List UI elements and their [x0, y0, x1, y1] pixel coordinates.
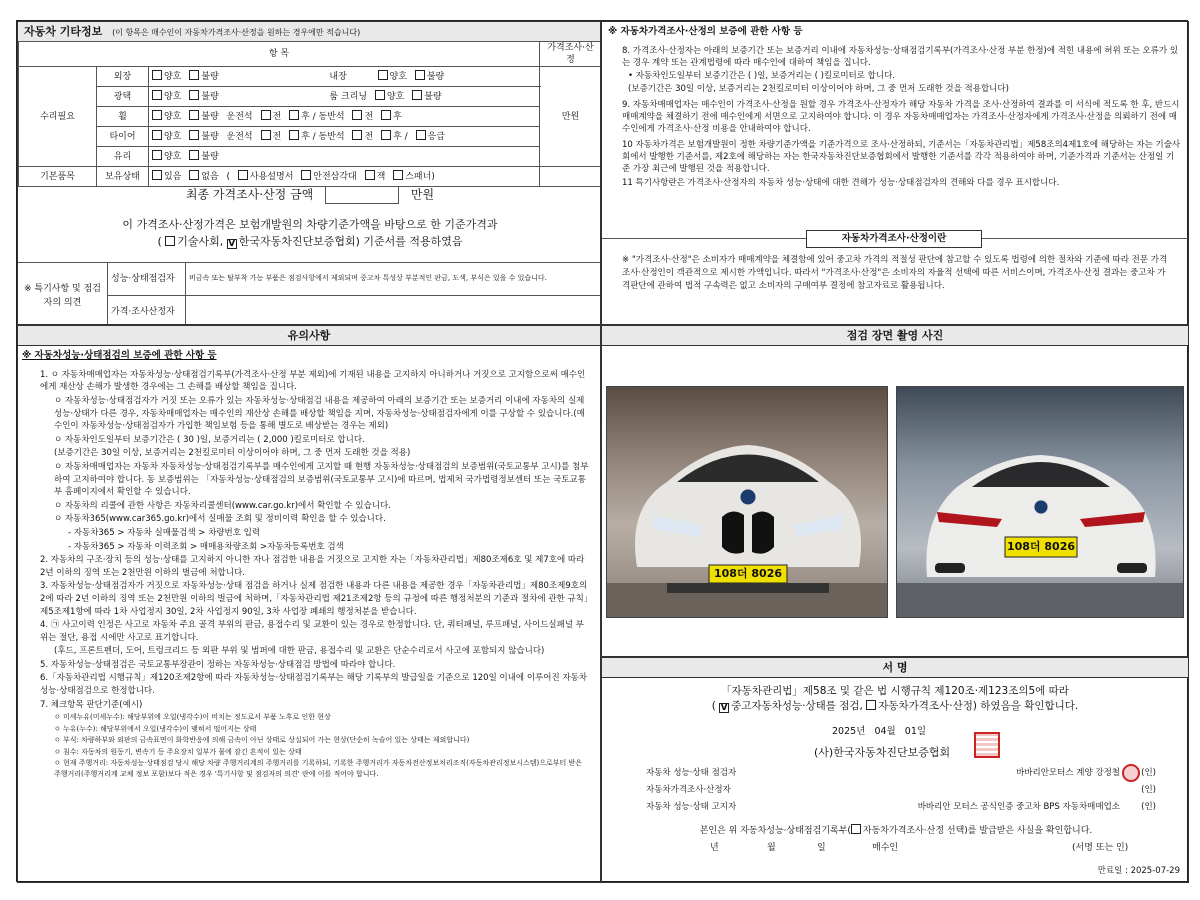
- basis-assoc-label: 한국자동차진단보증협회) 기준서를 적용하였음: [238, 235, 463, 248]
- photo-title: 점검 장면 촬영 사진: [602, 326, 1188, 346]
- signature-row-seal: (인): [1141, 785, 1156, 795]
- perf-inspector-label: 성능·상태점검자: [108, 263, 186, 296]
- confirm-performance-label: 중고자동차성능·상태를 점검,: [731, 700, 863, 712]
- signature-section: 서 명 「자동차관리법」제58조 및 같은 법 시행규칙 제120조·제123조의5에 따라 ( V 중고자동차성능·상태를 점검, 자동차가격조사·산정) 하였음을 확인합니다. 2025년 04월 01일 (사)한국자동차진단보증협회 자동차 성능·상태 점검자 바바리안모터스 계양 강정철 (인) 자동차가격조사·산정자 (인) 자동차 성능·상태 고지자 바바리안 모터스 공식인증 중고차 BPS 자동차매매업소 (인) 본인은 위 자동차성능·상태점검기록부( 자동차가격조사·산정 선택)를 발급받은 사실을 확인합니다. 년 월 일 매수인 (서명 또는 인) 만료일 : 2025-07-29: [601, 657, 1189, 883]
- final-price-unit: 만원: [410, 187, 435, 202]
- tire-passenger-rear-checkbox[interactable]: [381, 130, 391, 140]
- guarantee-item-10: 10 자동차가격은 보험개발원이 정한 차량기준가액을 기준가격으로 조사·산정하되, 기준서는「자동차관리법」제58조의4제1호에 해당하는 자는 기술사회에서 발행한 기준서를, 제2호에 해당하는 자는 한국자동차진단보증협회에서 발행한 기준서를 각각 적용하여야 하며, 기준가격과 기준서는 산정일 기준 가장 최근에 발행된 것을 적용합니다.: [622, 139, 1181, 174]
- signature-row-value: 바바리안 모터스 공식인증 중고차 BPS 자동차매매업소: [917, 802, 1120, 812]
- cleaning-good-checkbox[interactable]: [375, 90, 385, 100]
- exterior-bad-checkbox[interactable]: [189, 70, 199, 80]
- tire-bad-checkbox[interactable]: [189, 130, 199, 140]
- signature-row-seal: (인): [1141, 802, 1156, 812]
- car-front-icon: [607, 387, 888, 618]
- notice-list: [18, 369, 600, 711]
- row-exterior-options: 양호 불량 내장 양호 불량: [149, 67, 540, 87]
- inspection-record-page: [16, 20, 1188, 882]
- signature-org: (사)한국자동차진단보증협회: [814, 746, 951, 759]
- guarantee-period: • 자동차인도일부터 보증기간은 ( )일, 보증거리는 ( )킬로미터로 합니다.: [628, 70, 895, 81]
- row-gloss: 광택: [97, 87, 149, 107]
- basis-assoc-checkbox-checked[interactable]: V: [228, 239, 236, 249]
- tire-good-checkbox[interactable]: [152, 130, 162, 140]
- final-price-label: 최종 가격조사·산정 금액: [185, 187, 314, 202]
- notice-item: (보증기간은 30일 이상, 보증거리는 2천킬로미터 이상이어야 하며, 그 중 먼저 도래한 것을 적용): [54, 448, 411, 459]
- possession-none-checkbox[interactable]: [189, 170, 199, 180]
- jack-checkbox[interactable]: [365, 170, 375, 180]
- criteria-item: ㅇ 미세누유(미세누수): 해당부위에 오일(냉각수)이 비치는 정도로서 부품 노후로 인한 현상: [54, 713, 331, 722]
- price-guarantee-title: ※ 자동차가격조사·산정의 보증에 관한 사항 등: [608, 26, 803, 37]
- confirm-price-checkbox[interactable]: [866, 700, 876, 710]
- rear-plate: 108더 8026: [1006, 540, 1076, 553]
- criteria-item: ㅇ 현재 주행거리: 자동차성능·상태점검 당시 해당 차량 주행거리계의 주행거리를 기록하되, 기록한 주행거리가 자동차전산정보처리조직(자동차관리정보시스템)으로부터 받은 주행거리(주행거리계 교체 정보 포함)보다 적은 경우 '특기사항 및 점검자의 의견' 란에 이를 적어야 합니다.: [54, 759, 583, 778]
- spanner-checkbox[interactable]: [393, 170, 403, 180]
- row-interior: 내장: [329, 72, 347, 83]
- notice-item: ㅇ 자동차성능·상태점검자가 거짓 또는 오류가 있는 자동차성능·상태점검 내용을 제공하여 아래의 보증기간 또는 보증거리 이내에 자동차의 실제 성능·상태가 다른 경우, 자동차매매업자는 매수인의 재산상 손해를 배상할 책임을 지며, 자동차성능·상태점검자에게 이를 구상할 수 있습니다.(매수인이 자동차성능·상태점검자가 가입한 책임보험 등을 통해 별도로 배상받는 경우는 제외): [54, 396, 585, 432]
- row-possession: 보유상태: [97, 167, 149, 187]
- signature-row: [602, 785, 1189, 802]
- gloss-bad-checkbox[interactable]: [189, 90, 199, 100]
- row-room-cleaning: 룸 크리닝: [329, 92, 368, 103]
- signature-row-value: 바바리안모터스 계양 강정철: [1016, 768, 1120, 778]
- tire-driver-front-checkbox[interactable]: [261, 130, 271, 140]
- signature-law-line: 「자동차관리법」제58조 및 같은 법 시행규칙 제120조·제123조의5에 따라: [721, 685, 1069, 697]
- notice-item: 4. ㉠ 사고이력 인정은 사고로 자동차 주요 골격 부위의 판금, 용접수리 및 교환이 있는 경우로 한정합니다. 단, 쿼터패널, 루프패널, 사이드실패널 부위는 절단, 용접 시에만 사고로 표기합니다.: [40, 620, 584, 643]
- wheel-passenger-rear-checkbox[interactable]: [381, 110, 391, 120]
- signature-date: 2025년 04월 01일: [832, 726, 927, 737]
- col-item-header: 항 목: [19, 42, 540, 67]
- car-rear-icon: [897, 387, 1184, 618]
- confirm-price-label: 자동차가격조사·산정) 하였음을 확인합니다.: [878, 700, 1079, 712]
- guarantee-item-9: 9. 자동차매매업자는 매수인이 가격조사·산정을 원할 경우 가격조사·산정자가 해당 자동차 가격을 조사·산정하여 결과를 이 서식에 적도록 한 후, 반드시 매매계약을 체결하기 전에 매수인에게 서면으로 고지하여야 합니다. 이 경우 자동차매매업자는 가격조사·산정자에게 가격조사·산정을 의뢰하기 전에 매수인에게 가격조사·산정 비용을 안내하여야 합니다.: [622, 99, 1180, 134]
- signature-rows: [602, 768, 1189, 819]
- wheel-driver-rear-checkbox[interactable]: [289, 110, 299, 120]
- group-basic: 기본품목: [19, 167, 97, 187]
- signature-row-label: 자동차 성능·상태 고지자: [646, 802, 737, 812]
- criteria-item: ㅇ 누유(누수): 해당부위에서 오일(냉각수)이 맺혀서 떨어지는 상태: [54, 724, 257, 733]
- vehicle-info-title: 자동차 기타정보: [24, 25, 103, 38]
- gloss-good-checkbox[interactable]: [152, 90, 162, 100]
- criteria-list: [18, 712, 600, 779]
- notice-title: 유의사항: [18, 326, 600, 346]
- front-view-photo: [606, 386, 888, 618]
- guarantee-item-8: 8. 가격조사·산정자는 아래의 보증기간 또는 보증거리 이내에 자동차성능·상태점검기록부(가격조사·산정 부분 한정)에 적힌 내용에 허위 또는 오류가 있는 경우 계약 또는 관계법령에 따라 매수인에 대하여 책임을 집니다.: [622, 45, 1179, 68]
- triangle-checkbox[interactable]: [301, 170, 311, 180]
- basis-text: 이 가격조사·산정가격은 보험개발원의 차량기준가액을 바탕으로 한 기준가격과 ( 기술사회, V 한국자동차진단보증협회) 기준서를 적용하였음: [18, 216, 601, 250]
- signature-row: [602, 802, 1189, 819]
- manual-checkbox[interactable]: [238, 170, 248, 180]
- special-notes-label: ※ 특기사항 및 점검자의 의견: [18, 263, 108, 326]
- wheel-passenger-front-checkbox[interactable]: [352, 110, 362, 120]
- group-repair: 수리필요: [19, 67, 97, 167]
- notice-item: 6.「자동차관리법 시행규칙」제120조제2항에 따라 자동차성능·상태점검기록부는 해당 기록부의 발급일을 기준으로 120일 이내에 이루어진 자동차 성능·상태점검으로 한정합니다.: [40, 673, 587, 697]
- tire-passenger-front-checkbox[interactable]: [352, 130, 362, 140]
- interior-good-checkbox[interactable]: [378, 70, 388, 80]
- basis-tech-checkbox[interactable]: [165, 236, 175, 246]
- rear-view-photo: [896, 386, 1184, 618]
- notice-item: (후드, 프론트펜더, 도어, 트렁크리드 등 외판 부위 및 범퍼에 대한 판금, 용접수리 및 교환은 단순수리로서 사고에 포함되지 않습니다): [54, 646, 545, 657]
- tire-driver-rear-checkbox[interactable]: [289, 130, 299, 140]
- receipt-line: 본인은 위 자동차성능·상태점검기록부( 자동차가격조사·산정 선택)를 발급받은 사실을 확인합니다.: [699, 826, 1093, 836]
- price-inspector-label: 가격·조사산정자: [108, 296, 186, 326]
- front-plate: 108더 8026: [713, 567, 783, 580]
- row-glass: 유리: [97, 147, 149, 167]
- buyer-sign-label: (서명 또는 인): [1072, 843, 1129, 853]
- notice-item: ㅇ 자동차의 리콜에 관한 사항은 자동차리콜센터(www.car.go.kr)에서 확인할 수 있습니다.: [54, 500, 391, 511]
- receipt-price-checkbox[interactable]: [851, 824, 861, 834]
- notice-item: ㅇ 자동차매매업자는 자동차 자동차성능·상태점검기록부를 매수인에게 고지할 때 현행 자동차성능·상태점검의 보증범위(국토교통부 고시)를 첨부하여 고지하여야 합니다. 동 보증범위는 「자동차성능·상태점검의 보증범위(국토교통부 고시)에 따르며, 법제처 국가법령정보센터 또는 국토교통부 홈페이지에서 확인할 수 있습니다.: [54, 461, 589, 498]
- price-guarantee-section: [601, 21, 1189, 325]
- vehicle-info-subtitle: (이 항목은 매수인이 자동차가격조사·산정을 원하는 경우에만 적습니다): [112, 28, 361, 37]
- signature-title: 서 명: [602, 658, 1188, 678]
- expiry-date: 만료일 : 2025-07-29: [1097, 866, 1180, 876]
- notice-item: - 자동차365 > 자동차 실매물검색 > 차량번호 입력: [68, 527, 261, 538]
- notice-item: 2. 자동차의 구조·장치 등의 성능·상태를 고지하지 아니한 자나 점검한 내용을 거짓으로 고지한 자는「자동차관리법」제80조제6호 및 제7호에 따라 2년 이하의 징역 또는 2천만원 이하의 벌금에 처합니다.: [40, 555, 585, 578]
- row-exterior: 외장: [97, 67, 149, 87]
- glass-bad-checkbox[interactable]: [189, 150, 199, 160]
- perf-inspector-note: 비금속 또는 탈부착 가능 부품은 점검사항에서 제외되며 중고차 특성상 부분적인 판금, 도색, 부식은 있을 수 있습니다.: [186, 263, 602, 296]
- final-price-input[interactable]: [325, 186, 399, 204]
- notice-item: ㅇ 자동차인도일부터 보증기간은 ( 30 )일, 보증거리는 ( 2,000 )킬로미터로 합니다.: [54, 434, 365, 445]
- interior-bad-checkbox[interactable]: [415, 70, 425, 80]
- criteria-item: ㅇ 침수: 자동차의 원동기, 변속기 등 주요장치 일부가 물에 잠긴 흔적이 있는 상태: [54, 747, 302, 756]
- signature-row-label: 자동차가격조사·산정자: [646, 785, 731, 795]
- notice-item: 1. ㅇ 자동차매매업자는 자동차성능·상태점검기록부(가격조사·산정 부분 제외)에 기재된 내용을 고지하지 아니하거나 거짓으로 고지함으로써 매수인에게 재산상 손해가 발생한 경우에는 그 손해를 배상할 책임을 집니다.: [40, 369, 586, 393]
- final-price-row: [18, 186, 601, 204]
- what-is-price-title: 자동차가격조사·산정이란: [806, 230, 982, 248]
- notice-section: [17, 325, 601, 883]
- glass-good-checkbox[interactable]: [152, 150, 162, 160]
- what-is-price-text: ※ "가격조사·산정"은 소비자가 매매계약을 체결함에 있어 중고차 가격의 적절성 판단에 참고할 수 있도록 법령에 의한 절차와 기준에 따라 전문 가격조사·산정인이 객관적으로 제시한 가액입니다. 따라서 "가격조사·산정"은 소비자의 자율적 선택에 따른 서비스이며, 가격조사·산정 결과는 중고차 가격판단에 관하여 법적 구속력은 없고 소비자의 구매여부 결정에 참고자료로 활용됩니다.: [622, 255, 1168, 291]
- photo-section: [601, 325, 1189, 657]
- notice-item: 7. 체크항목 판단기준(예시): [40, 699, 143, 710]
- col-price-header: 가격조사·산정: [540, 42, 602, 67]
- cleaning-bad-checkbox[interactable]: [412, 90, 422, 100]
- price-inspector-note[interactable]: [186, 296, 602, 326]
- org-seal-icon: [974, 732, 1000, 758]
- notice-item: ㅇ 자동차365(www.car365.go.kr)에서 실매물 조회 및 정비이력 확인을 할 수 있습니다.: [54, 514, 386, 525]
- confirm-performance-checkbox-checked[interactable]: V: [720, 703, 728, 713]
- notice-item: - 자동차365 > 자동차 이력조회 > 매매용차량조회 >자동차등록번호 검색: [68, 541, 344, 552]
- basis-tech-label: 기술사회,: [177, 235, 224, 248]
- inspector-seal-icon: [1122, 764, 1140, 782]
- vehicle-info-section: [17, 21, 601, 325]
- possession-have-checkbox[interactable]: [152, 170, 162, 180]
- notice-item: 5. 자동차성능·상태점검은 국토교통부장관이 정하는 자동차성능·상태점검 방법에 따라야 합니다.: [40, 659, 396, 670]
- wheel-bad-checkbox[interactable]: [189, 110, 199, 120]
- notice-item: 3. 자동차성능·상태점검자가 거짓으로 자동차성능·상태 점검을 하거나 실제 점검한 내용과 다른 내용을 제공한 경우「자동차관리법」제80조제9호의2에 따라 2년 이하의 징역 또는 2천만원 이하의 벌금에 처하며,「자동차관리법 제21조제2항 등의 규정에 따른 행정처분의 기준과 절차에 관한 규칙」제5조제1항에 따라 1차 사업정지 30일, 2차 사업정지 90일, 3차 사업장 폐쇄의 행정처분을 받습니다.: [40, 581, 589, 617]
- exterior-good-checkbox[interactable]: [152, 70, 162, 80]
- wheel-good-checkbox[interactable]: [152, 110, 162, 120]
- buyer-label: 매수인: [872, 843, 899, 853]
- guarantee-period-note: (보증기간은 30일 이상, 보증거리는 2천킬로미터 이상이어야 하며, 그 중 먼저 도래한 것을 적용합니다): [628, 83, 1009, 94]
- tire-emergency-checkbox[interactable]: [416, 130, 426, 140]
- vehicle-info-table: 항 목 가격조사·산정 수리필요 외장 양호 불량 내장 양호 불량 만원 광택 양호 불량 룸 크리닝 양호 불량 휠 양호 불량 운전석 전 후 / 동반석 전 후 타이어 양호 불량 운전석 전 후 / 동반석 전 후 / 응급 유리 양호 불량 기본품목 보유상태 있음 없음 ( 사용설명서 안전삼각대 잭 스패너): [18, 41, 601, 187]
- row-wheel: 휠: [97, 107, 149, 127]
- signature-row-label: 자동차 성능·상태 점검자: [646, 768, 737, 778]
- signature-row-seal: (인): [1141, 768, 1156, 778]
- wheel-driver-front-checkbox[interactable]: [261, 110, 271, 120]
- signature-row: [602, 768, 1189, 785]
- basis-line-1: 이 가격조사·산정가격은 보험개발원의 차량기준가액을 바탕으로 한 기준가격과: [122, 218, 498, 231]
- notice-section-title: ※ 자동차성능·상태점검의 보증에 관한 사항 등: [22, 350, 217, 361]
- criteria-item: ㅇ 부식: 차량하부와 외판의 금속표면이 화학반응에 의해 금속이 아닌 상태로 상실되어 가는 현상(단순히 녹슬어 있는 상태는 제외합니다): [54, 736, 470, 745]
- row-tire: 타이어: [97, 127, 149, 147]
- guarantee-item-11: 11 특기사항란은 가격조사·산정자의 자동차 성능·상태에 대한 견해가 성능·상태점검자의 견해와 다를 경우 표시합니다.: [622, 177, 1060, 188]
- special-notes-table: [17, 262, 601, 325]
- price-unit: 만원: [540, 67, 602, 167]
